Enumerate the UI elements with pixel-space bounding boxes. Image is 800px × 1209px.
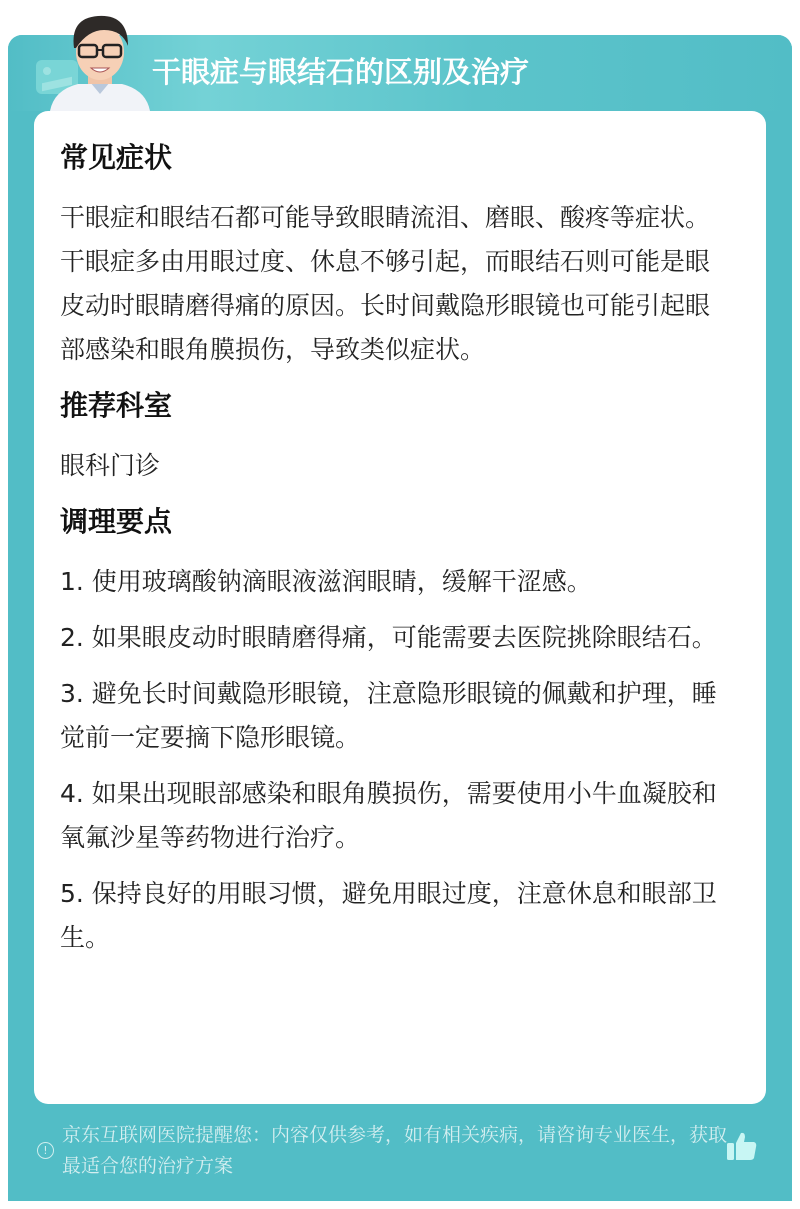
footer-disclaimer: 京东互联网医院提醒您：内容仅供参考，如有相关疾病，请咨询专业医生，获取最适合您的治疗方案 — [62, 1124, 728, 1177]
thumbs-up-icon[interactable] — [726, 1130, 758, 1162]
care-item: 3. 避免长时间戴隐形眼镜，注意隐形眼镜的佩戴和护理，睡觉前一定要摘下隐形眼镜。 — [60, 679, 717, 752]
doctor-avatar-icon — [48, 8, 152, 111]
care-item: 2. 如果眼皮动时眼睛磨得痛，可能需要去医院挑除眼结石。 — [60, 623, 717, 652]
care-item: 1. 使用玻璃酸钠滴眼液滋润眼睛，缓解干涩感。 — [60, 567, 592, 596]
department-heading: 推荐科室 — [60, 389, 173, 422]
department-text: 眼科门诊 — [60, 451, 161, 480]
care-item: 5. 保持良好的用眼习惯，避免用眼过度，注意休息和眼部卫生。 — [60, 879, 717, 952]
symptoms-text: 干眼症和眼结石都可能导致眼睛流泪、磨眼、酸疼等症状。干眼症多由用眼过度、休息不够引起，而眼结石则可能是眼皮动时眼睛磨得痛的原因。长时间戴隐形眼镜也可能引起眼部感染和眼角膜损伤，导致类似症状。 — [60, 203, 711, 364]
info-icon: ! — [37, 1142, 54, 1159]
page-title: 干眼症与眼结石的区别及治疗 — [152, 55, 530, 89]
care-heading: 调理要点 — [60, 505, 173, 538]
content — [60, 136, 730, 972]
care-item: 4. 如果出现眼部感染和眼角膜损伤，需要使用小牛血凝胶和氧氟沙星等药物进行治疗。 — [60, 779, 717, 852]
symptoms-heading: 常见症状 — [60, 141, 173, 174]
